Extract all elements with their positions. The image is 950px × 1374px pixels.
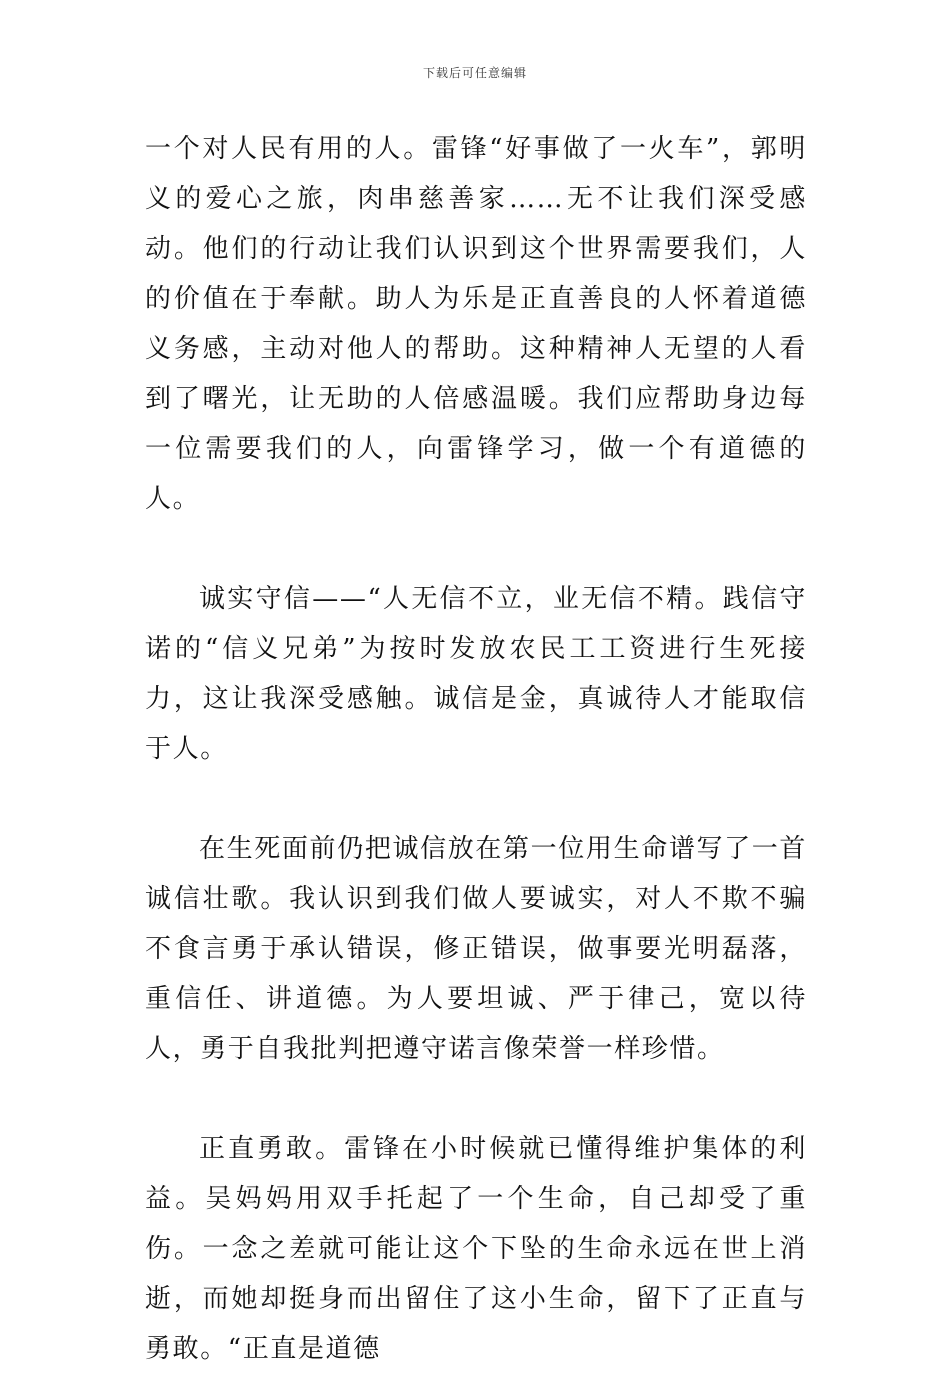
paragraph-gap <box>145 1074 807 1124</box>
paragraph-gap <box>145 774 807 824</box>
paragraph-2: 诚实守信——“人无信不立，业无信不精。践信守诺的“信义兄弟”为按时发放农民工工资进行生死接力，这让我深受感触。诚信是金，真诚待人才能取信于人。 <box>145 584 807 764</box>
paragraph-4: 正直勇敢。雷锋在小时候就已懂得维护集体的利益。吴妈妈用双手托起了一个生命，自己却受了重伤。一念之差就可能让这个下坠的生命永远在世上消逝，而她却挺身而出留住了这小生命，留下了正直与勇敢。“正直是道德 <box>145 1134 807 1364</box>
document-body <box>145 124 807 1374</box>
page-header: 下载后可任意编辑 <box>422 66 527 80</box>
paragraph-1: 一个对人民有用的人。雷锋“好事做了一火车”，郭明义的爱心之旅，肉串慈善家……无不让我们深受感动。他们的行动让我们认识到这个世界需要我们，人的价值在于奉献。助人为乐是正直善良的人怀着道德义务感，主动对他人的帮助。这种精神人无望的人看到了曙光，让无助的人倍感温暖。我们应帮助身边每一位需要我们的人，向雷锋学习，做一个有道德的人。 <box>145 134 807 514</box>
paragraph-gap <box>145 524 807 574</box>
paragraph-3: 在生死面前仍把诚信放在第一位用生命谱写了一首诚信壮歌。我认识到我们做人要诚实，对人不欺不骗不食言勇于承认错误，修正错误，做事要光明磊落，重信任、讲道德。为人要坦诚、严于律己，宽以待人，勇于自我批判把遵守诺言像荣誉一样珍惜。 <box>145 834 807 1064</box>
